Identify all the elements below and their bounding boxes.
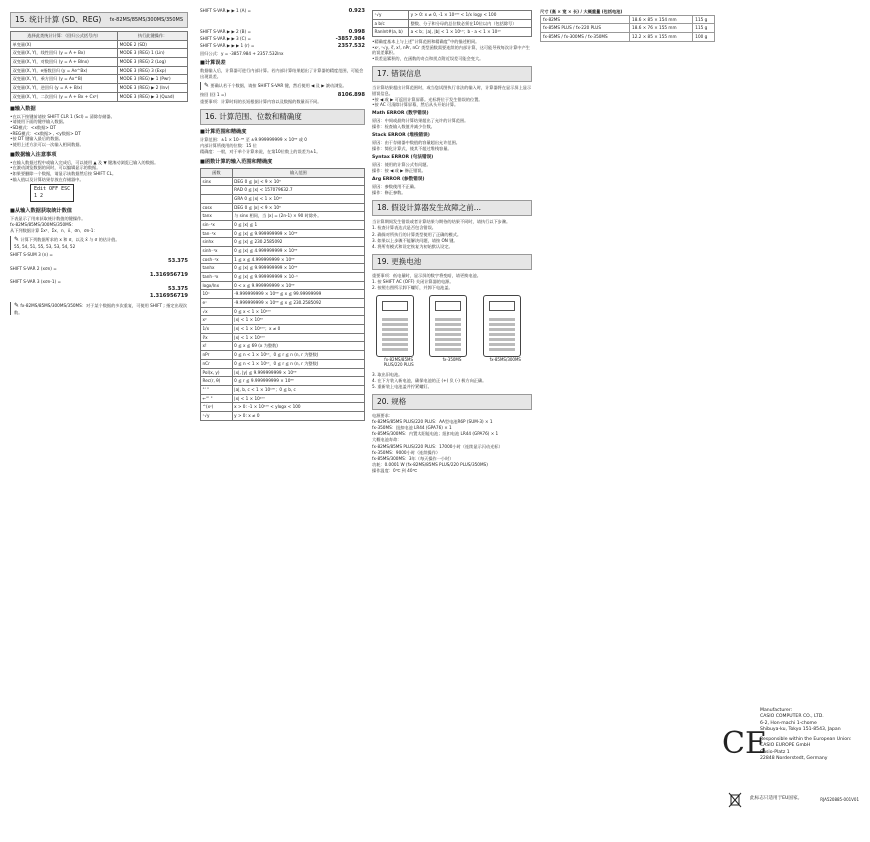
table-row — [201, 342, 365, 351]
list-item: • 在滚动浏览数据的同时，可以编辑显示的数据。 — [10, 165, 188, 171]
mode-cell: 双变量(X, Y)，二次回归 (y = A + Bx + Cx²) — [11, 92, 118, 101]
func-cell: 10ˣ — [201, 290, 233, 299]
func-cell: eˣ — [201, 299, 233, 308]
spec-line: fx-85MS/300MS：内置太阳能电池；纽扣电池 LR44 (GPA76) × 1 — [372, 431, 499, 437]
mode-cell: 双变量(X, Y)，对数回归 (y = A + Blnx) — [11, 58, 118, 67]
mfr-line: 22848 Norderstedt, Germany — [760, 755, 828, 761]
table-row — [11, 66, 188, 75]
calculator-caption: fx-85MS/300MS — [489, 356, 521, 362]
spec-line: fx-82MS/85MS PLUS/220 PLUS：17000小时（连续显示闪动光标） — [372, 443, 503, 449]
battery-step: 2. 按照右图所示卸下螺钉，并卸下电池盖。 — [372, 285, 453, 291]
func-cell: tanx — [201, 212, 233, 221]
calc-error-heading: ■ 计算误差 — [200, 60, 365, 67]
mfr-line: CASIO COMPUTER CO., LTD. — [760, 714, 824, 720]
fault-intro: 当计算期间发生错误或者计算结果与期待的结果不同时，请执行以下步骤。 — [372, 219, 511, 225]
model-cell: fx-85MS PLUS / fx-220 PLUS — [541, 24, 630, 33]
section-17-title: 17. 错误信息 — [372, 66, 532, 82]
list-item: • 误差是累积的，在函数的奇点和拐点附近误差可能会变大。 — [372, 56, 532, 62]
note-text: 要确认若干个数据，请按 SHIFT S-VAR 键，然后使用 ◀ 及 ▶ 滚动浏览。 — [210, 82, 347, 88]
range-cell: 0 ≦ r ≦ 9.999999999 × 10⁹⁹ — [232, 377, 364, 386]
range-cell: 0 ≦ |x| ≦ 4.999999999 × 10⁹⁹ — [232, 247, 364, 256]
func-header-name: 函数 — [201, 169, 233, 178]
table-row — [11, 84, 188, 93]
range-cell: 0 ≦ x ≦ 69 (x 为整数) — [232, 342, 364, 351]
range-cell: GRA 0 ≦ |x| < 1 × 10¹⁰ — [232, 195, 364, 204]
note-result-label: 按回 (回 1 =) — [200, 91, 226, 97]
mfr-line: Casio-Platz 1 — [760, 749, 790, 755]
func-cell: x! — [201, 342, 233, 351]
range-cell: 0 ≦ n < 1 × 10¹⁰，0 ≦ r ≦ n (n, r 为整数) — [232, 359, 364, 368]
section-16-title: 16. 计算范围、位数和精确度 — [200, 109, 365, 125]
mode-cell: 单变量(X) — [11, 40, 118, 49]
result-value: 1.316956719 — [149, 292, 188, 299]
note-text: fx-82MS/85MS/300MS/350MS：对于某个数据的多次重复，可使用 SHIFT ; 指定出现次数。 — [14, 302, 188, 315]
spec-line: fx-350MS：9000小时（连续操作） — [372, 449, 441, 455]
func-cell: RanInt#(a, b) — [373, 28, 409, 37]
func-cell: tanh⁻¹x — [201, 273, 233, 282]
table-row — [373, 19, 532, 28]
error-cause: 原因：使用的计算公式有问题。 — [372, 162, 431, 168]
error-name: Stack ERROR (堆栈错误) — [372, 133, 430, 139]
range-cell: 0 ≦ |x| ≦ 9.999999999 × 10⁹⁹ — [232, 264, 364, 273]
mode-keys-cell: MODE 3 (REG) 3 (Exp) — [118, 66, 188, 75]
calculator-illustration — [483, 295, 528, 368]
list-item: • 使用上述方法可以一次输入相同数据。 — [10, 142, 188, 148]
section-15-subtitle: fx-82MS/85MS/300MS/350MS — [109, 17, 183, 23]
mode-keys-cell: MODE 3 (REG) ▶ 2 (Inv) — [118, 84, 188, 93]
pencil-icon: ✎ — [204, 81, 210, 89]
ce-mark-icon: CE — [722, 726, 767, 761]
stat-calc-intro: 下表显示了用来获取统计数值的键操作。 — [10, 215, 86, 221]
table-row — [201, 255, 365, 264]
func-cell: ˣ√y — [373, 11, 409, 20]
example-data: 55, 54, 51, 55, 53, 53, 54, 52 — [14, 244, 76, 250]
func-cell: cosh⁻¹x — [201, 255, 233, 264]
error-intro: 当计算结果超出计算范围时，或当您试图执行非法的输入时，计算器将在显示屏上显示错误信息。 — [372, 84, 532, 96]
range-cell: |a|, b, c < 1 × 10¹⁰⁰；0 ≦ b, c — [232, 385, 364, 394]
result-label: SHIFT S-SUM 3 (n) = — [10, 252, 53, 258]
list-item: • 请使用下面的键序输入数据。 — [10, 119, 188, 125]
calculator-icon — [483, 295, 521, 357]
error-fix: 操作：检查输入数值并减少位数。 — [372, 124, 435, 130]
mode-cell: 双变量(X, Y)，逆回归 (y = A + B/x) — [11, 84, 118, 93]
model-cell: fx-82MS — [541, 15, 630, 24]
size-cell: 18.6 × 76 × 155 mm — [630, 24, 693, 33]
important-text: 重要事项：计算时间的长短根据计算内容以及数据的数量而不同。 — [200, 99, 322, 105]
table-row — [201, 351, 365, 360]
list-item: • 输入值以及计算结果存放在存储器中。 — [10, 177, 188, 183]
table-row — [11, 49, 188, 58]
error-cause: 原因：中间或最终计算结果超出了允许的计算范围。 — [372, 118, 469, 124]
error-name: Arg ERROR (参数错误) — [372, 177, 425, 183]
func-cell: sinx — [201, 177, 233, 186]
example-text: 从下列数据计算 Σx²、Σx、n、x̄、σn、σn-1： — [10, 228, 98, 234]
weight-cell: 115 g — [693, 15, 715, 24]
reg-value: 2357.532 — [337, 43, 365, 50]
func-cell: sin⁻¹x — [201, 221, 233, 230]
eu-only-text: 此标志只适用于EU国家。 — [750, 796, 803, 801]
func-cell: 1/x — [201, 325, 233, 334]
range-cell: 0 ≦ |x| ≦ 230.2585092 — [232, 238, 364, 247]
crossed-bin-icon — [728, 792, 742, 812]
fault-step: 2. 确保对所执行的计算类型使用了正确的模式。 — [372, 231, 462, 237]
table-row — [11, 75, 188, 84]
fault-step: 4. 将所有模式和设定恢复为初始默认设定。 — [372, 243, 453, 249]
spec-line: fx-85MS/300MS：3年（每天操作一小时） — [372, 455, 454, 461]
table-row — [201, 273, 365, 282]
section-19-title: 19. 更换电池 — [372, 254, 532, 270]
table-row — [541, 15, 715, 24]
dimensions-table — [540, 15, 715, 42]
scroll-note — [200, 82, 365, 90]
calculator-icon — [429, 295, 467, 357]
calculator-illustration — [376, 295, 421, 368]
result-value: 53.375 — [167, 258, 188, 265]
example-note — [10, 236, 188, 250]
manufacturer-text — [760, 708, 865, 762]
range-cell: 0 ≦ |x| ≦ 9.999999999 × 10⁻¹ — [232, 273, 364, 282]
range-cell: 0 ≦ x < 1 × 10¹⁰⁰ — [232, 307, 364, 316]
range-line: 内部计算所使用的位数：15 位 — [200, 143, 257, 149]
reg-row — [200, 29, 365, 36]
func-cell: ∛x — [201, 333, 233, 342]
result-label: SHIFT S-VAR 3 (xσn-1) = — [10, 279, 61, 285]
func-cell: a b/c — [373, 19, 409, 28]
range-cell: y > 0: x ≠ 0 — [232, 411, 364, 420]
model-cell: fx-85MS / fx-300MS / fx-350MS — [541, 33, 630, 42]
list-item: • 精确度基本上与上述“计算范围和精确度”中的描述相同。 — [372, 39, 532, 45]
table-row — [541, 24, 715, 33]
spec-line: 大概电池寿命： — [372, 437, 402, 443]
table-row — [201, 385, 365, 394]
mode-header-keys: 执行此键操作： — [118, 32, 188, 41]
list-item: • 在输入数据过程中或输入完成后，可以使用 ▲ 及 ▼ 键滚动浏览已输入的数据。 — [10, 160, 188, 166]
mode-keys-cell: MODE 2 (SD) — [118, 40, 188, 49]
table-row — [201, 229, 365, 238]
func-cell: cosx — [201, 203, 233, 212]
stat-calc-heading: ■ 从输入数据获取统计数值 — [10, 208, 188, 215]
precision-notes — [372, 39, 532, 62]
section-15-title — [10, 12, 188, 28]
spec-line: 功耗：0.0001 W (fx-82MS/85MS PLUS/220 PLUS/350MS) — [372, 462, 488, 468]
table-row — [201, 281, 365, 290]
range-cell: DEG 0 ≦ |x| < 9 × 10⁹ — [232, 177, 364, 186]
table-row — [201, 333, 365, 342]
fault-step: 1. 检查计算表达式是否包含错误。 — [372, 225, 436, 231]
mfr-line: Shibuya-ku, Tokyo 151-8543, Japan — [760, 727, 841, 733]
func-cell: °' " — [201, 385, 233, 394]
reg-keys: SHIFT S-VAR ▶ ▶ ▶ 1 (r) = — [200, 43, 255, 49]
input-data-list — [10, 114, 188, 148]
mode-keys-cell: MODE 3 (REG) 1 (Lin) — [118, 49, 188, 58]
list-item: • 按 AC 可清除计算屏幕，然后从头开始计算。 — [372, 102, 532, 108]
error-fix: 操作：简化计算式，使其不超过堆栈容量。 — [372, 146, 452, 152]
calc-error-text: 数据输入后，计算器可进行内部计算。若内部计算结果超出了计算器的精度范围，可能会出现误差。 — [200, 68, 364, 79]
func-range-heading: ■ 函数计算的输入范围和精确度 — [200, 159, 365, 166]
repeat-note — [10, 302, 188, 316]
reg-row — [200, 8, 365, 15]
table-row — [201, 368, 365, 377]
error-items — [372, 97, 532, 108]
example-label: fx-82MS/85MS/300MS/350MS： — [10, 221, 76, 227]
list-item: • REG模式：<x数据> , <y数据> DT — [10, 131, 188, 137]
manufacturer-block — [720, 708, 865, 808]
func-cell: ←°' " — [201, 394, 233, 403]
table-row — [201, 403, 365, 412]
reg-row — [200, 36, 365, 43]
table-row — [373, 28, 532, 37]
battery-step: 3. 取出旧电池。 — [372, 371, 403, 377]
mode-cell: 双变量(X, Y)，e指数回归 (y = Ae^Bx) — [11, 66, 118, 75]
input-data-heading: ■ 输入数据 — [10, 106, 188, 113]
calculator-caption: fx-350MS — [442, 356, 462, 362]
range-cell: 1 ≦ x ≦ 4.999999999 × 10⁹⁹ — [232, 255, 364, 264]
reg-keys: SHIFT S-VAR ▶ ▶ 1 (A) = — [200, 8, 251, 13]
func-cell: nPr — [201, 351, 233, 360]
range-cell: |x| < 1 × 10¹⁰⁰；x ≠ 0 — [232, 325, 364, 334]
table-row — [201, 221, 365, 230]
mfr-line: CASIO EUROPE GmbH — [760, 743, 811, 749]
func-cell: x² — [201, 316, 233, 325]
column-ranges — [200, 8, 365, 834]
dimensions-title: 尺寸 (高 × 宽 × 长) / 大概重量 (包括电池) — [540, 8, 623, 14]
list-item: • 如果要删除一个数据，请显示该数据然后按 SHIFT CL。 — [10, 171, 188, 177]
spec-line: 操作温度：0℃ 到 40℃ — [372, 468, 418, 474]
reg-keys: SHIFT S-VAR ▶ ▶ 3 (C) = — [200, 36, 252, 42]
pencil-icon: ✎ — [14, 301, 20, 309]
func-cell — [201, 186, 233, 195]
weight-cell: 100 g — [693, 33, 715, 42]
table-row — [201, 299, 365, 308]
edit-data-list — [10, 160, 188, 183]
calculator-caption: fx-82MS/85MS PLUS/220 PLUS — [383, 356, 414, 368]
error-block — [372, 133, 532, 152]
mfr-line: Manufacturer: — [760, 708, 793, 713]
reg-row — [200, 43, 365, 50]
error-cause: 原因：参数使用不正确。 — [372, 184, 419, 190]
list-item: • 在以下按键前请按 SHIFT CLR 1 (Scl) = 清除存储器。 — [10, 114, 188, 120]
table-row — [373, 11, 532, 20]
error-name: Math ERROR (数学错误) — [372, 111, 429, 117]
document-code: RJA520885-001V01 — [820, 796, 859, 802]
calculator-illustration — [429, 295, 474, 368]
range-cell: y > 0: x ≠ 0, -1 × 10¹⁰⁰ < 1/x logy < 100 — [409, 11, 532, 20]
func-cell: logx/lnx — [201, 281, 233, 290]
mode-cell: 双变量(X, Y)，线性回归 (y = A + Bx) — [11, 49, 118, 58]
table-row — [201, 307, 365, 316]
error-block — [372, 111, 532, 130]
size-cell: 12.2 × 85 × 155 mm — [630, 33, 693, 42]
table-row — [201, 290, 365, 299]
reg-value: 0.923 — [348, 8, 365, 14]
func-cell: ^(xʸ) — [201, 403, 233, 412]
column-stat-calculation — [10, 8, 188, 834]
column-dimensions — [540, 8, 715, 834]
range-cell: 0 ≦ |x| ≦ 1 — [232, 221, 364, 230]
func-cell: √x — [201, 307, 233, 316]
mode-header-type: 选择此类统计计算：（回归公式括号内） — [11, 32, 118, 41]
func-header-range: 输入范围 — [232, 169, 364, 178]
range-cell: 0 ≦ |x| ≦ 9.999999999 × 10⁹⁹ — [232, 229, 364, 238]
table-row — [201, 247, 365, 256]
note-result-row — [200, 92, 365, 99]
table-row — [11, 58, 188, 67]
table-row — [201, 264, 365, 273]
table-row — [201, 411, 365, 420]
func-cell: sinh⁻¹x — [201, 247, 233, 256]
mode-table — [10, 31, 188, 101]
func-cell: tanhx — [201, 264, 233, 273]
table-row — [201, 186, 365, 195]
pencil-icon: ✎ — [14, 235, 20, 243]
table-row — [201, 177, 365, 186]
list-item: • SD模式：<x数据> DT — [10, 125, 188, 131]
mfr-line: Responsible within the European Union: — [760, 736, 852, 742]
range-cell: 与 sinx 相同，当 |x| = (2n-1) × 90 时除外。 — [232, 212, 364, 221]
result-label: SHIFT S-VAR 2 (xσn) = — [10, 265, 57, 271]
section-18-title: 18. 假设计算器发生故障之前... — [372, 200, 532, 216]
spec-lines — [372, 413, 532, 474]
note-text: 计算下列数据所求的 x 和 σ，以及 x̄ 与 σ 的估计值。 — [20, 236, 120, 242]
table-row — [11, 92, 188, 101]
func-cell: nCr — [201, 359, 233, 368]
battery-intro: 重要事项：低电量时，显示屏的数字将变暗，请更换电池。 — [372, 272, 481, 278]
fault-step: 3. 如果以上步骤不能解决问题，请按 ON 键。 — [372, 237, 458, 243]
lcd-display-example — [30, 184, 74, 202]
mfr-line: 6-2, Hon-machi 1-chome — [760, 720, 817, 726]
range-heading: ■ 计算范围和精确度 — [200, 129, 365, 136]
range-cell: -9.999999999 × 10⁹⁹ ≦ x ≦ 99.99999999 — [232, 290, 364, 299]
mode-keys-cell: MODE 3 (REG) 2 (Log) — [118, 58, 188, 67]
column-errors — [372, 8, 532, 834]
func-cell — [201, 195, 233, 204]
func-range-table — [200, 168, 365, 420]
error-fix: 操作：按 ◀ 或 ▶ 修正错误。 — [372, 168, 426, 174]
range-cell: |x|, |y| ≦ 9.999999999 × 10⁹⁹ — [232, 368, 364, 377]
calculator-icon — [376, 295, 414, 357]
reg-value: -3857.984 — [335, 36, 365, 43]
range-cell: RAD 0 ≦ |x| < 157079632.7 — [232, 186, 364, 195]
reg-keys: SHIFT S-VAR ▶ ▶ 2 (B) = — [200, 29, 251, 35]
edit-data-heading: ■ 数据输入注意事项 — [10, 152, 188, 159]
table-row — [201, 394, 365, 403]
table-row — [201, 316, 365, 325]
range-cell: |x| < 1 × 10¹⁰⁰ — [232, 333, 364, 342]
mode-keys-cell: MODE 3 (REG) ▶ 3 (Quad) — [118, 92, 188, 101]
size-cell: 18.6 × 85 × 154 mm — [630, 15, 693, 24]
table-row — [201, 203, 365, 212]
func-cell: sinhx — [201, 238, 233, 247]
calculator-illustrations — [372, 295, 532, 368]
lcd-text: Edit OFF ESC — [34, 186, 71, 193]
lcd-subtext: 1 2 — [34, 193, 44, 199]
range-cell: 0 < x ≦ 9.999999999 × 10⁹⁹ — [232, 281, 364, 290]
mode-cell: 双变量(X, Y)，乘方回归 (y = Ax^B) — [11, 75, 118, 84]
battery-step: 5. 重新装上电池盖并拧紧螺钉。 — [372, 383, 432, 389]
list-item: • xʸ, ˣ√y, ∛, x!, nPr, nCr 类型函数需要连续的内部计算，这可能导致每次计算中产生的误差累积。 — [372, 45, 532, 56]
table-row — [201, 377, 365, 386]
range-cell: x > 0: -1 × 10¹⁰⁰ < ylogx < 100 — [232, 403, 364, 412]
reg-value: 0.998 — [348, 29, 365, 36]
error-block — [372, 177, 532, 196]
table-row — [201, 195, 365, 204]
range-cell: |x| < 1 × 10¹⁰⁰ — [232, 394, 364, 403]
range-cell: DEG 0 ≦ |x| < 9 × 10⁹ — [232, 203, 364, 212]
section-20-title: 20. 规格 — [372, 394, 532, 410]
spec-line: fx-350MS：纽扣电池 LR44 (GPA76) × 1 — [372, 425, 452, 431]
table-row — [201, 325, 365, 334]
func-cell: ˣ√y — [201, 411, 233, 420]
range-cell: -9.999999999 × 10⁹⁹ ≦ x ≦ 230.2585092 — [232, 299, 364, 308]
func-cell: tan⁻¹x — [201, 229, 233, 238]
section-15-title-text: 15. 统计计算 (SD、REG) — [15, 15, 102, 24]
range-cell: a < b；|a|, |b| < 1 × 10¹⁰；b - a < 1 × 10¹⁰ — [409, 28, 532, 37]
note-result-value: 8106.898 — [337, 91, 365, 98]
func-cell: Pol(x, y) — [201, 368, 233, 377]
error-fix: 操作：修正参数。 — [372, 190, 406, 196]
battery-step: 1. 按 SHIFT AC (OFF) 关闭计算器的电源。 — [372, 278, 454, 284]
error-block — [372, 155, 532, 174]
table-row — [541, 33, 715, 42]
spec-line: fx-82MS/85MS PLUS/220 PLUS：AA型电池R6P (SUM-3) × 1 — [372, 418, 493, 424]
error-name: Syntax ERROR (句法错误) — [372, 155, 434, 161]
range-cell: 0 ≦ n < 1 × 10¹⁰，0 ≦ r ≦ n (n, r 为整数) — [232, 351, 364, 360]
list-item: • 按 ◀ 或 ▶ 可返回计算屏幕。光标将位于发生错误的位置。 — [372, 97, 532, 103]
table-row — [201, 359, 365, 368]
error-cause: 原因：由于存储器中数值的容量超出允许范围。 — [372, 140, 460, 146]
range-line: 计算范围：±1 × 10⁻⁹⁹ 至 ±9.999999999 × 10⁹⁹ 或 0 — [200, 137, 307, 143]
battery-step: 4. 在下方装入新电池，确保电池的正 (+) 负 (-) 极方向正确。 — [372, 377, 487, 383]
weight-cell: 115 g — [693, 24, 715, 33]
range-line: 精确度：一般，对于单个计算来说，在第10位数上的误差为±1。 — [200, 149, 321, 155]
result-value: 53.375 — [167, 285, 188, 292]
table-row — [11, 40, 188, 49]
spec-line: 电源要求： — [372, 412, 393, 418]
result-value: 1.316956719 — [149, 271, 188, 278]
func-cell: Rec(r, θ) — [201, 377, 233, 386]
range-cell: |x| < 1 × 10⁵⁰ — [232, 316, 364, 325]
range-cell: 整数、分子和分母的总位数必须在10位以内（包括除号） — [409, 19, 532, 28]
table-row — [201, 238, 365, 247]
range-continued-table — [372, 10, 532, 37]
list-item: • 按 DT 键输入最后的数据。 — [10, 136, 188, 142]
reg-formula: 回归公式：y = -3857.984 + 2357.532lnx — [200, 50, 284, 56]
mode-keys-cell: MODE 3 (REG) ▶ 1 (Pwr) — [118, 75, 188, 84]
table-row — [201, 212, 365, 221]
